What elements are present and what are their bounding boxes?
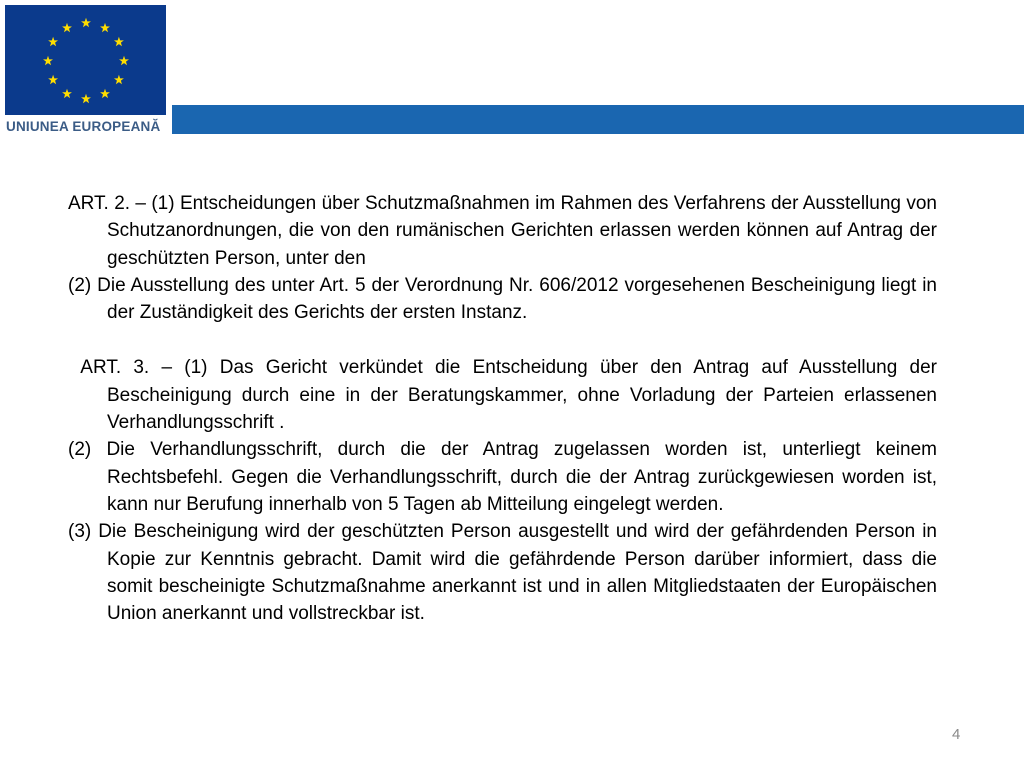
header-bar xyxy=(172,105,1024,134)
art2-label: ART. 2 xyxy=(68,193,125,214)
brand-text: UNIUNEA EUROPEANĂ xyxy=(6,119,161,134)
star-icon xyxy=(100,89,110,98)
star-icon xyxy=(62,89,72,98)
eu-flag-icon xyxy=(5,5,166,115)
page-number: 4 xyxy=(952,726,961,743)
art3-text-1: – (1) Das Gericht verkündet die Entscheidung über den Antrag auf Ausstellung der Bescheinigung durch eine in der Beratungskammer, ohne Vorladung der Parteien erlassenen Verhandlungsschrift . xyxy=(107,357,937,434)
star-icon xyxy=(114,75,124,84)
star-icon xyxy=(100,23,110,32)
star-icon xyxy=(81,94,91,103)
art3-paragraph-2: (2) Die Verhandlungsschrift, durch die der Antrag zugelassen worden ist, unterliegt keinem Rechtsbefehl. Gegen die Verhandlungsschrift, durch die der Antrag zurückgewiesen worden ist, kann nur Berufung innerhalb von 5 Tagen ab Mitteilung eingelegt werden. xyxy=(68,439,937,515)
document-body xyxy=(68,190,937,627)
art3-paragraph-1 xyxy=(68,354,937,436)
paragraph-gap xyxy=(68,326,937,354)
art3-label: ART. 3. xyxy=(80,357,150,379)
art3-paragraph-3: (3) Die Bescheinigung wird der geschützten Person ausgestellt und wird der gefährdenden Person in Kopie zur Kenntnis gebracht. Damit wird die gefährdende Person darüber informiert, dass die somit bescheinigte Schutzmaßnahme anerkannt ist und in allen Mitgliedstaaten der Europäischen Union anerkannt und vollstreckbar ist. xyxy=(68,521,937,625)
eu-stars-circle xyxy=(5,5,166,115)
star-icon xyxy=(43,56,53,65)
star-icon xyxy=(62,23,72,32)
star-icon xyxy=(81,18,91,27)
star-icon xyxy=(48,37,58,46)
star-icon xyxy=(48,75,58,84)
star-icon xyxy=(114,37,124,46)
art2-text-1: . – (1) Entscheidungen über Schutzmaßnahmen im Rahmen des Verfahrens der Ausstellung von Schutzanordnungen, die von den rumänischen Gerichten erlassen werden können auf Antrag der geschützten Person, unter den xyxy=(107,193,937,269)
art2-paragraph-2: (2) Die Ausstellung des unter Art. 5 der Verordnung Nr. 606/2012 vorgesehenen Bescheinigung liegt in der Zuständigkeit des Gerichts der ersten Instanz. xyxy=(68,274,937,324)
art2-paragraph-1 xyxy=(68,190,937,272)
star-icon xyxy=(119,56,129,65)
